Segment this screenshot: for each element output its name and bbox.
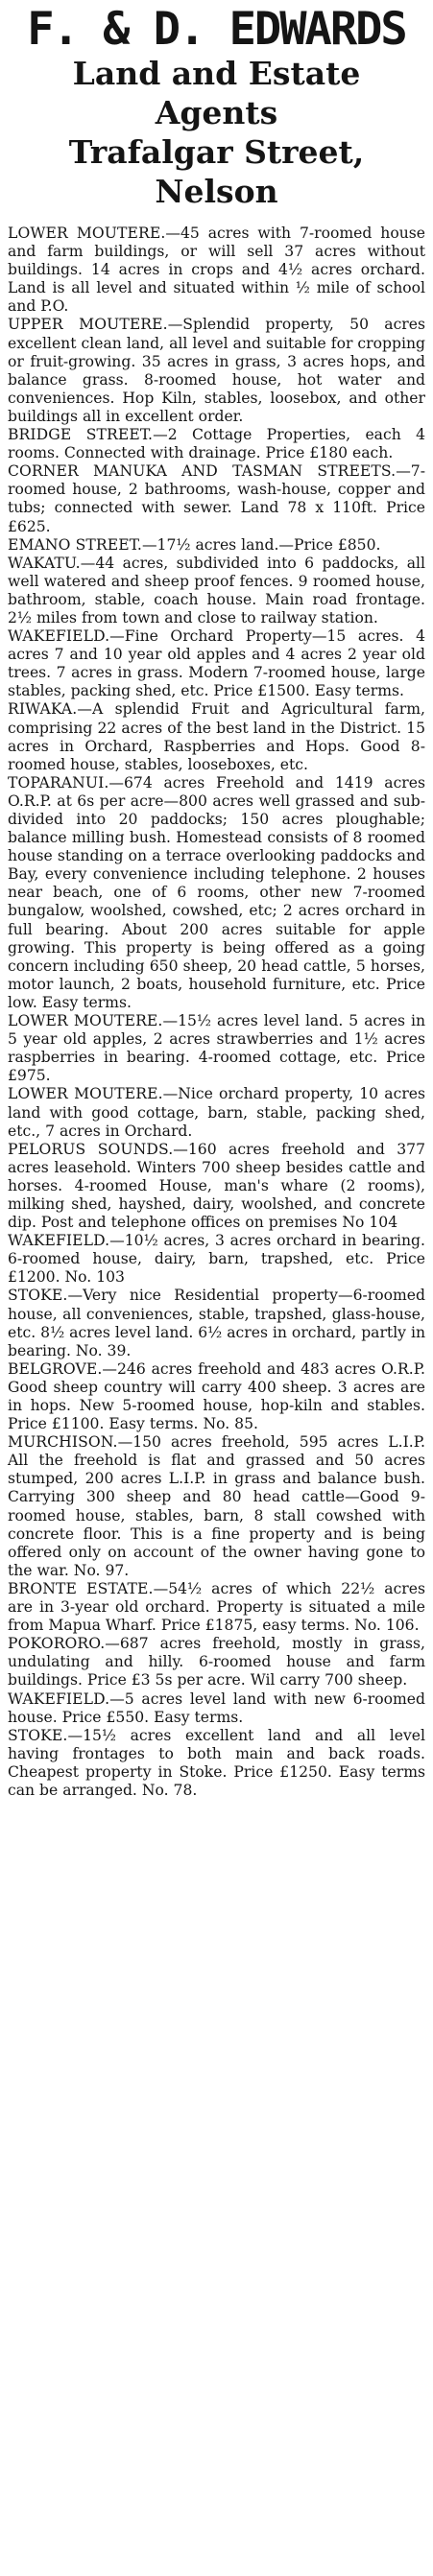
listing-heading: UPPER MOUTERE. <box>8 316 168 334</box>
listing-heading: WAKEFIELD. <box>8 1690 110 1708</box>
listing-text: —674 acres Freehold and 1419 acres O.R.P. at 6s per acre—800 acres well grassed and sub-divided into 20 paddocks; 150 acres ploughable; balance milling bush. Homestead consists of 8 roomed house standing on a terrace overlooking paddocks and Bay, every convenience including telephone. 2 houses near beach, one of 6 rooms, other new 7-roomed bungalow, woolshed, cowshed, etc; 2 acres orchard in full bearing. About 200 acres suitable for apple growing. This property is being offered as a going concern including 650 sheep, 20 head cattle, 5 horses, motor launch, 2 boats, household furniture, etc. Price low. Easy terms. <box>8 773 425 1011</box>
listing-text: —15½ acres excellent land and all level having frontages to both main and back roads. Cheapest property in Stoke. Price £1250. Easy terms can be arranged. No. 78. <box>8 1726 425 1799</box>
listing-heading: STOKE. <box>8 1287 68 1305</box>
listing <box>8 700 425 773</box>
listing <box>8 316 425 426</box>
listing <box>8 1232 425 1287</box>
listing-text: —5 acres level land with new 6-roomed house. Price £550. Easy terms. <box>8 1690 425 1726</box>
listing-heading: BRIDGE STREET. <box>8 426 154 444</box>
listing <box>8 774 425 1012</box>
listing <box>8 1635 425 1690</box>
listing-heading: EMANO STREET. <box>8 535 142 554</box>
listing <box>8 1690 425 1727</box>
listing-text: —A splendid Fruit and Agricultural farm, comprising 22 acres of the best land in the District. 15 acres in Orchard, Raspberries and Hops. Good 8-roomed house, stables, looseboxes, etc. <box>8 700 425 773</box>
listing-text: —2 Cottage Properties, each 4 rooms. Connected with drainage. Price £180 each. <box>8 426 425 462</box>
listing <box>8 1580 425 1635</box>
listing-text: —44 acres, subdivided into 6 paddocks, all well watered and sheep proof fences. 9 roomed house, bathroom, stable, coach house. Main road frontage. 2½ miles from town and close to railway station. <box>8 554 425 626</box>
listing <box>8 1085 425 1140</box>
listing <box>8 627 425 700</box>
listing <box>8 225 425 316</box>
listing-text: —687 acres freehold, mostly in grass, undulating and hilly. 6-roomed house and farm buildings. Price £3 5s per acre. Wil carry 700 sheep. <box>8 1635 425 1690</box>
listing <box>8 1141 425 1232</box>
listing <box>8 462 425 535</box>
listing-text: —17½ acres land.—Price £850. <box>141 535 381 554</box>
listing-heading: PELORUS SOUNDS. <box>8 1140 174 1158</box>
listing-heading: STOKE. <box>8 1726 68 1744</box>
listing <box>8 555 425 627</box>
listing-heading: WAKEFIELD. <box>8 627 110 646</box>
listing <box>8 1360 425 1433</box>
listing-heading: BRONTE ESTATE. <box>8 1579 154 1597</box>
listing-text: —10½ acres, 3 acres orchard in bearing. 6-roomed house, dairy, barn, trapshed, etc. Price £1200. No. 103 <box>8 1232 425 1287</box>
listing-heading: POKORORO. <box>8 1635 106 1653</box>
listing-heading: TOPARANUI. <box>8 773 109 792</box>
listing-heading: LOWER MOUTERE. <box>8 1085 163 1103</box>
listing-text: —45 acres with 7-roomed house and farm buildings, or will sell 37 acres without buildings. 14 acres in crops and 4½ acres orchard. Land is all level and situated within ½ mile of school and P.O. <box>8 225 425 316</box>
listing-text: —160 acres freehold and 377 acres leasehold. Winters 700 sheep besides cattle and horses. 4-roomed House, man's whare (2 rooms), milking shed, hayshed, dairy, woolshed, and concrete dip. Post and telephone offices on premises No 104 <box>8 1140 425 1232</box>
listing <box>8 1287 425 1359</box>
listing-heading: WAKEFIELD. <box>8 1232 110 1250</box>
listing-text: —150 acres freehold, 595 acres L.I.P. All the freehold is flat and grassed and 50 acres stumped, 200 acres L.I.P. in grass and balance bush. Carrying 300 sheep and 80 head cattle—Good 9-roomed house, stables, barn, 8 stall cowshed with concrete floor. This is a fine property and is being offered only on account of the owner having gone to the war. No. 97. <box>8 1433 425 1579</box>
listing <box>8 1012 425 1085</box>
listing-heading: MURCHISON. <box>8 1433 118 1452</box>
listing <box>8 1727 425 1800</box>
masthead-line-4: Nelson <box>155 173 278 210</box>
listing <box>8 536 425 555</box>
listing-text: —Splendid property, 50 acres excellent clean land, all level and suitable for cropping or fruit-growing. 35 acres in grass, 3 acres hops, and balance grass. 8-roomed house, hot water and conveniences. Hop Kiln, stables, loosebox, and other buildings all in excellent order. <box>8 316 425 425</box>
listings <box>8 225 425 1800</box>
listing-text: —Nice orchard property, 10 acres land with good cottage, barn, stable, packing shed, etc., 7 acres in Orchard. <box>8 1085 426 1140</box>
listing-heading: LOWER MOUTERE. <box>8 225 166 242</box>
listing-heading: WAKATU. <box>8 554 81 572</box>
masthead-line-3: Trafalgar Street, <box>68 133 365 171</box>
listing-text: —Very nice Residential property—6-roomed house, all conveniences, stable, trapshed, glass-house, etc. 8½ acres level land. 6½ acres in orchard, partly in bearing. No. 39. <box>8 1287 425 1359</box>
listing-text: —54½ acres of which 22½ acres are in 3-year old orchard. Property is situated a mile from Mapua Wharf. Price £1875, easy terms. No. 106. <box>8 1579 425 1635</box>
listing-heading: RIWAKA. <box>8 700 78 719</box>
masthead-line-2: Agents <box>155 94 278 131</box>
listing-text: —7-roomed house, 2 bathrooms, wash-house, copper and tubs; connected with sewer. Land 78 x 110ft. Price £625. <box>8 462 425 535</box>
listing-text: —15½ acres level land. 5 acres in 5 year old apples, 2 acres strawberries and 1½ acres raspberries in bearing. 4-roomed cottage, etc. Price £975. <box>8 1012 425 1085</box>
listing-text: —Fine Orchard Property—15 acres. 4 acres 7 and 10 year old apples and 4 acres 2 year old trees. 7 acres in grass. Modern 7-roomed house, large stables, packing shed, etc. Price £1500. Easy terms. <box>8 627 425 700</box>
listing-heading: LOWER MOUTERE. <box>8 1012 163 1030</box>
masthead-line-1: Land and Estate <box>72 55 361 92</box>
listing-heading: BELGROVE. <box>8 1359 103 1378</box>
listing <box>8 426 425 462</box>
masthead-spacer <box>8 211 425 225</box>
listing-heading: CORNER MANUKA AND TASMAN STREETS. <box>8 462 397 481</box>
listing <box>8 1433 425 1580</box>
firm-name: F. & D. EDWARDS <box>27 3 406 56</box>
listing-text: —246 acres freehold and 483 acres O.R.P. Good sheep country will carry 400 sheep. 3 acres are in hops. New 5-roomed house, hop-kiln and stables. Price £1100. Easy terms. No. 85. <box>8 1359 425 1433</box>
